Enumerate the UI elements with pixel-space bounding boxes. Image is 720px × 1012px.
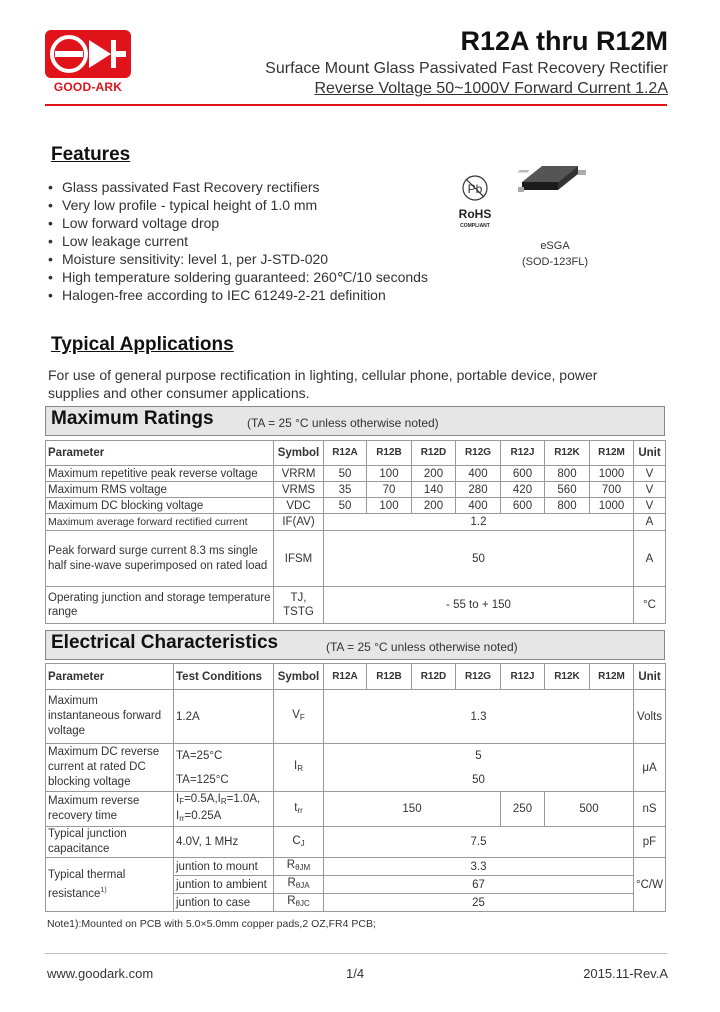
max-ratings-note: (TA = 25 °C unless otherwise noted): [247, 416, 439, 430]
header-cell: R12G: [456, 664, 501, 690]
unit-cell: pF: [634, 827, 666, 858]
table-row: [46, 498, 666, 514]
electrical-header: [45, 630, 665, 660]
condition-line: TA=25°C: [176, 749, 223, 762]
features-list: [48, 178, 428, 304]
param-cell: Typical junction capacitance: [46, 827, 174, 858]
unit-cell: V: [634, 498, 666, 514]
unit-cell: nS: [634, 792, 666, 827]
table-row: [46, 587, 666, 624]
value-cell: 200: [412, 498, 456, 514]
symbol-sub: θJA: [295, 881, 310, 890]
symbol-cell: [274, 690, 324, 744]
symbol-sub: θJC: [295, 899, 310, 908]
param-cell: Maximum DC reverse current at rated DC blocking voltage: [46, 744, 174, 792]
symbol-cell: [274, 876, 324, 894]
condition-cell: juntion to mount: [174, 858, 274, 876]
header-cell: R12M: [590, 441, 634, 466]
condition-cell: [174, 792, 274, 827]
cond-text: =0.5A,I: [184, 793, 221, 805]
feature-item: • Very low profile - typical height of 1.0 mm: [48, 196, 428, 214]
header-cell: R12A: [324, 441, 367, 466]
condition-cell: 4.0V, 1 MHz: [174, 827, 274, 858]
symbol-sub: rr: [297, 805, 303, 815]
cond-text: I: [176, 793, 180, 805]
table-row: [46, 792, 666, 827]
value-cell: 150: [324, 792, 501, 827]
symbol-cell: [274, 827, 324, 858]
value-cell: 67: [324, 876, 634, 894]
symbol-sub: θJM: [295, 863, 311, 872]
value-cell: 800: [545, 498, 590, 514]
symbol-cell: VRRM: [274, 466, 324, 482]
header-cell: Parameter: [46, 664, 174, 690]
symbol-main: R: [287, 895, 296, 907]
symbol-main: V: [292, 709, 300, 721]
symbol-cell: [274, 792, 324, 827]
value-cell: 7.5: [324, 827, 634, 858]
value-cell: 70: [367, 482, 412, 498]
header-cell: R12J: [501, 664, 545, 690]
unit-cell: V: [634, 482, 666, 498]
feature-item: • Halogen-free according to IEC 61249-2-21 definition: [48, 286, 428, 304]
symbol-cell: TJ, TSTG: [274, 587, 324, 624]
footer-website[interactable]: www.goodark.com: [47, 966, 154, 981]
rohs-label: RoHS: [458, 207, 492, 221]
value-cell: 200: [412, 466, 456, 482]
value-cell: 35: [324, 482, 367, 498]
value-cell: 700: [590, 482, 634, 498]
table-row: [46, 827, 666, 858]
table-row: [46, 531, 666, 587]
value-cell: - 55 to + 150: [324, 587, 634, 624]
value-cell: [324, 744, 634, 792]
unit-cell: °C/W: [634, 858, 666, 912]
unit-cell: μA: [634, 744, 666, 792]
header-cell: Unit: [634, 441, 666, 466]
symbol-main: C: [292, 834, 301, 847]
symbol-main: t: [294, 801, 298, 814]
part-title: R12A thru R12M: [460, 26, 668, 56]
footer-revision: 2015.11-Rev.A: [583, 966, 668, 981]
value-cell: 250: [501, 792, 545, 827]
electrical-title: Electrical Characteristics: [51, 632, 279, 653]
param-cell: Peak forward surge current 8.3 ms single half sine-wave superimposed on rated load: [46, 531, 274, 587]
param-cell: Maximum DC blocking voltage: [46, 498, 274, 514]
value-cell: 420: [501, 482, 545, 498]
header-cell: R12M: [590, 664, 634, 690]
param-cell: Maximum instantaneous forward voltage: [46, 690, 174, 744]
symbol-cell: IFSM: [274, 531, 324, 587]
cond-sub: R: [220, 797, 227, 806]
max-ratings-table: [45, 440, 666, 624]
header-cell: Symbol: [274, 664, 324, 690]
value-cell: 140: [412, 482, 456, 498]
header-cell: R12B: [367, 664, 412, 690]
value-cell: 3.3: [324, 858, 634, 876]
feature-item: • High temperature soldering guaranteed: 260℃/10 seconds: [48, 268, 428, 286]
package-code: (SOD-123FL): [521, 256, 589, 268]
header-cell: R12K: [545, 664, 590, 690]
header-cell: Parameter: [46, 441, 274, 466]
value-cell: 100: [367, 498, 412, 514]
package-name-label: eSGA: [540, 240, 570, 252]
value-cell: 400: [456, 466, 501, 482]
symbol-sub: J: [300, 838, 305, 848]
symbol-main: I: [294, 760, 298, 772]
value-cell: 50: [324, 466, 367, 482]
package-image: [518, 160, 588, 196]
electrical-note: (TA = 25 °C unless otherwise noted): [326, 640, 518, 654]
max-ratings-title: Maximum Ratings: [51, 408, 214, 429]
value-cell: 500: [545, 792, 634, 827]
param-cell: Maximum average forward rectified current: [46, 514, 274, 531]
logo-text: GOOD-ARK: [53, 80, 123, 94]
rohs-badge-icon: [455, 168, 505, 230]
value-cell: 1.2: [324, 514, 634, 531]
electrical-table: [45, 663, 666, 912]
footnote: Note1):Mounted on PCB with 5.0×5.0mm copper pads,2 OZ,FR4 PCB;: [47, 918, 376, 930]
param-cell: Maximum reverse recovery time: [46, 792, 174, 827]
table-row: [46, 482, 666, 498]
condition-cell: juntion to case: [174, 894, 274, 912]
unit-cell: A: [634, 514, 666, 531]
symbol-sub: F: [299, 713, 305, 722]
header-cell: R12J: [501, 441, 545, 466]
value-cell: 800: [545, 466, 590, 482]
max-ratings-header: [45, 406, 665, 436]
value-cell: 1000: [590, 498, 634, 514]
header-cell: Test Conditions: [174, 664, 274, 690]
symbol-cell: [274, 858, 324, 876]
condition-line: TA=125°C: [176, 773, 229, 786]
value-cell: 280: [456, 482, 501, 498]
package-name: [500, 238, 610, 270]
header-cell: Unit: [634, 664, 666, 690]
footnote-ref: 1): [100, 886, 107, 894]
table-row: [46, 690, 666, 744]
value-cell: 600: [501, 466, 545, 482]
param-cell: Maximum RMS voltage: [46, 482, 274, 498]
cond-text: =1.0A,: [226, 793, 261, 805]
header-cell: R12B: [367, 441, 412, 466]
value-cell: 100: [367, 466, 412, 482]
symbol-cell: IF(AV): [274, 514, 324, 531]
value-cell: 1.3: [324, 690, 634, 744]
footer-page-number: 1/4: [346, 966, 365, 981]
value-line: 50: [472, 773, 485, 786]
feature-item: • Low leakage current: [48, 232, 428, 250]
condition-cell: 1.2A: [174, 690, 274, 744]
value-line: 5: [475, 749, 482, 762]
table-header-row: [46, 664, 666, 690]
symbol-main: R: [286, 859, 296, 871]
unit-cell: °C: [634, 587, 666, 624]
header-cell: R12D: [412, 441, 456, 466]
applications-title: Typical Applications: [51, 334, 234, 355]
value-cell: 50: [324, 498, 367, 514]
value-cell: 560: [545, 482, 590, 498]
param-cell: Maximum repetitive peak reverse voltage: [46, 466, 274, 482]
symbol-main: R: [287, 877, 296, 889]
footer-divider: [45, 953, 667, 954]
table-header-row: [46, 441, 666, 466]
unit-cell: Volts: [634, 690, 666, 744]
applications-text: For use of general purpose rectification in lighting, cellular phone, portable device, power supplies and other consumer applications.: [48, 367, 598, 401]
condition-cell: juntion to ambient: [174, 876, 274, 894]
header-cell: R12D: [412, 664, 456, 690]
pb-label: Pb: [467, 182, 483, 196]
condition-cell: [174, 744, 274, 792]
table-row: [46, 466, 666, 482]
cond-text: I: [176, 810, 180, 822]
value-cell: 400: [456, 498, 501, 514]
cond-text: =0.25A: [184, 810, 222, 822]
symbol-sub: R: [297, 764, 303, 773]
feature-item: • Moisture sensitivity: level 1, per J-STD-020: [48, 250, 428, 268]
features-title: Features: [51, 144, 131, 165]
feature-item: • Low forward voltage drop: [48, 214, 428, 232]
unit-cell: A: [634, 531, 666, 587]
value-cell: 50: [324, 531, 634, 587]
value-cell: 25: [324, 894, 634, 912]
unit-cell: V: [634, 466, 666, 482]
value-cell: 1000: [590, 466, 634, 482]
symbol-cell: VDC: [274, 498, 324, 514]
param-cell: [46, 858, 174, 912]
rohs-sub: COMPLIANT: [460, 223, 490, 229]
table-row: [46, 514, 666, 531]
header-divider: [45, 104, 667, 106]
symbol-cell: [274, 744, 324, 792]
symbol-cell: [274, 894, 324, 912]
header-cell: R12K: [545, 441, 590, 466]
header-cell: R12G: [456, 441, 501, 466]
header-cell: R12A: [324, 664, 367, 690]
param-cell: Operating junction and storage temperature range: [46, 587, 274, 624]
symbol-cell: VRMS: [274, 482, 324, 498]
cond-sub: F: [179, 797, 185, 806]
param-text: Typical thermal resistance: [48, 868, 126, 900]
subtitle-ratings: Reverse Voltage 50~1000V Forward Current 1.2A: [314, 80, 668, 97]
good-ark-logo: [45, 30, 131, 78]
subtitle: Surface Mount Glass Passivated Fast Recovery Rectifier: [265, 60, 668, 77]
header-cell: Symbol: [274, 441, 324, 466]
cond-sub: rr: [179, 814, 185, 823]
table-row: [46, 858, 666, 876]
table-row: [46, 744, 666, 792]
feature-item: • Glass passivated Fast Recovery rectifiers: [48, 178, 428, 196]
value-cell: 600: [501, 498, 545, 514]
